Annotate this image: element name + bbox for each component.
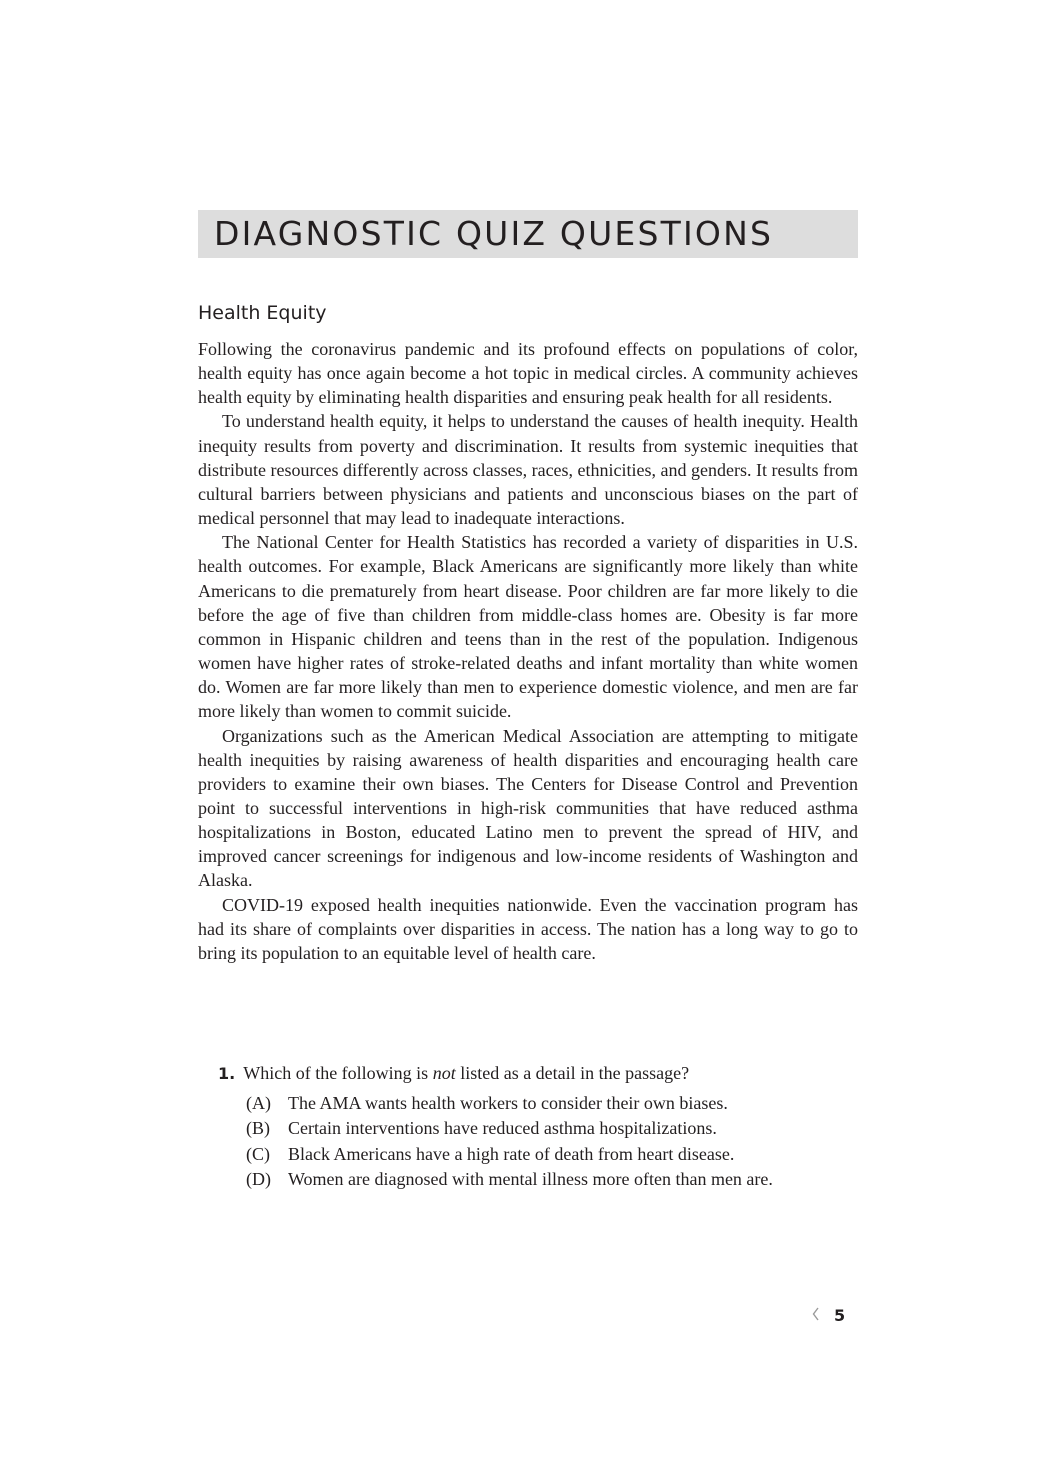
option-letter: (C) bbox=[246, 1143, 270, 1164]
option-text: Black Americans have a high rate of death from heart disease. bbox=[288, 1143, 735, 1164]
page-footer bbox=[812, 1304, 845, 1328]
passage bbox=[198, 337, 858, 965]
answer-option-b[interactable] bbox=[246, 1116, 858, 1142]
answer-option-d[interactable] bbox=[246, 1167, 858, 1193]
question-text-start: Which of the following is bbox=[243, 1063, 433, 1083]
option-text: Women are diagnosed with mental illness more often than men are. bbox=[288, 1169, 773, 1189]
question-text-end: listed as a detail in the passage? bbox=[455, 1063, 690, 1083]
answer-option-c[interactable] bbox=[246, 1142, 858, 1168]
passage-paragraph: Following the coronavirus pandemic and its profound effects on populations of color, health equity has once again become a hot topic in medical circles. A community achieves health equity by eliminating health disparities and ensuring peak health for all residents. bbox=[198, 339, 858, 408]
passage-heading: Health Equity bbox=[198, 302, 327, 324]
answer-option-a[interactable] bbox=[246, 1091, 858, 1117]
chevron-left-icon-glyph bbox=[812, 1307, 820, 1321]
option-letter: (D) bbox=[246, 1169, 271, 1189]
quiz-question bbox=[218, 1061, 858, 1193]
question-number: 1. bbox=[218, 1064, 236, 1083]
option-letter: (A) bbox=[246, 1092, 271, 1113]
passage-paragraph: To understand health equity, it helps to understand the causes of health inequity. Health inequity results from poverty and discrimination. It results from systemic inequities that distribute resources differently across classes, races, ethnicities, and genders. It results from cultural barriers between physicians and patients and unconscious biases on the part of medical personnel that may lead to inadequate interactions. bbox=[198, 411, 858, 529]
question-text-emphasis: not bbox=[432, 1063, 456, 1083]
answer-options bbox=[218, 1091, 858, 1193]
question-stem bbox=[218, 1061, 858, 1087]
option-text: The AMA wants health workers to consider their own biases. bbox=[288, 1092, 728, 1113]
passage-paragraph: Organizations such as the American Medical Association are attempting to mitigate health inequities by raising awareness of health disparities and encouraging health care providers to examine their own biases. The Centers for Disease Control and Prevention point to successful interventions in high-risk communities that have reduced asthma hospitalizations in Boston, educated Latino men to prevent the spread of HIV, and improved cancer screenings for indigenous and low-income residents of Washington and Alaska. bbox=[198, 725, 858, 891]
section-banner bbox=[198, 210, 858, 258]
passage-paragraph: COVID-19 exposed health inequities nationwide. Even the vaccination program has had its share of complaints over disparities in access. The nation has a long way to go to bring its population to an equitable level of health care. bbox=[198, 894, 858, 963]
section-title: DIAGNOSTIC QUIZ QUESTIONS bbox=[214, 214, 774, 253]
option-text: Certain interventions have reduced asthma hospitalizations. bbox=[288, 1118, 717, 1138]
option-letter: (B) bbox=[246, 1118, 270, 1138]
passage-paragraph: The National Center for Health Statistics has recorded a variety of disparities in U.S. health outcomes. For example, Black Americans are significantly more likely than white Americans to die prematurely from heart disease. Poor children are far more likely to die before the age of five than children from middle-class homes are. Obesity is far more common in Hispanic children and teens than in the rest of the population. Indigenous women have higher rates of stroke-related deaths and infant mortality than white women do. Women are far more likely than men to experience domestic violence, and men are far more likely than women to commit suicide. bbox=[198, 532, 858, 722]
chevron-left-icon bbox=[812, 1304, 820, 1328]
question-text bbox=[243, 1063, 689, 1083]
page-number: 5 bbox=[834, 1306, 846, 1325]
